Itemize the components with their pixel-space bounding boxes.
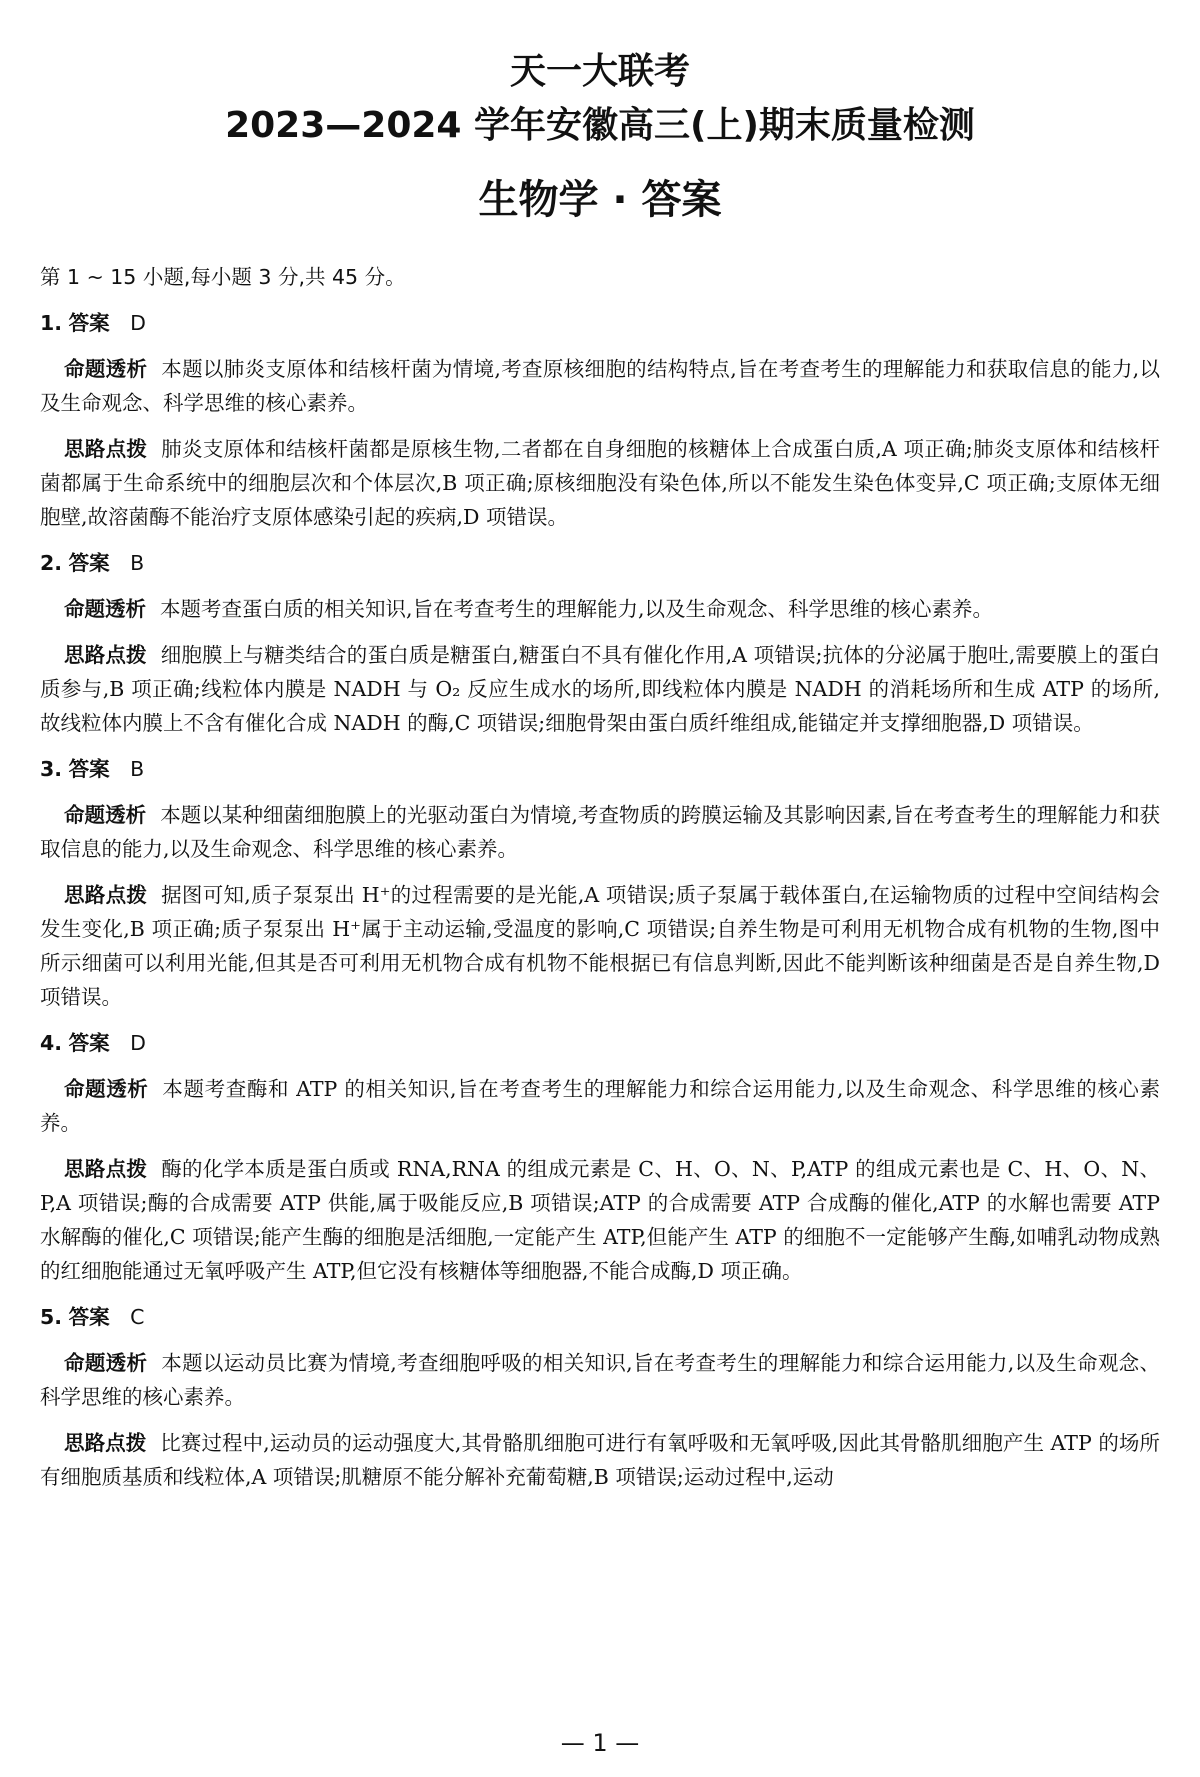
intent-text: 本题考查蛋白质的相关知识,旨在考查考生的理解能力,以及生命观念、科学思维的核心素养。 xyxy=(160,597,994,621)
hint-label: 思路点拨 xyxy=(64,883,148,907)
hint-label: 思路点拨 xyxy=(64,437,148,461)
answer-line xyxy=(40,306,1160,340)
hint-text: 细胞膜上与糖类结合的蛋白质是糖蛋白,糖蛋白不具有催化作用,A 项错误;抗体的分泌属于胞吐,需要膜上的蛋白质参与,B 项正确;线粒体内膜是 NADH 与 O₂ 反应生成水的场所,即线粒体内膜是 NADH 的消耗场所和生成 ATP 的场所,故线粒体内膜上不含有催化合成 NADH 的酶,C 项错误;细胞骨架由蛋白质纤维组成,能锚定并支撑细胞器,D 项错误。 xyxy=(40,643,1160,735)
answer-value: D xyxy=(130,1031,146,1055)
section-intro: 第 1 ~ 15 小题,每小题 3 分,共 45 分。 xyxy=(40,265,406,289)
answer-label: 答案 xyxy=(68,551,110,575)
intent-text: 本题以肺炎支原体和结核杆菌为情境,考查原核细胞的结构特点,旨在考查考生的理解能力和获取信息的能力,以及生命观念、科学思维的核心素养。 xyxy=(40,357,1161,415)
question-number: 3. xyxy=(40,757,63,781)
exam-organizer: 天一大联考 xyxy=(509,51,690,92)
intent-text: 本题考查酶和 ATP 的相关知识,旨在考查考生的理解能力和综合运用能力,以及生命观念、科学思维的核心素养。 xyxy=(40,1077,1161,1135)
subject-title: 生物学 · 答案 xyxy=(478,177,722,223)
answer-value: B xyxy=(130,757,145,781)
page-header xyxy=(40,0,1160,224)
question-number: 4. xyxy=(40,1031,63,1055)
intent-paragraph xyxy=(40,798,1160,866)
intent-paragraph xyxy=(40,1346,1160,1414)
intent-text: 本题以运动员比赛为情境,考查细胞呼吸的相关知识,旨在考查考生的理解能力和综合运用能力,以及生命观念、科学思维的核心素养。 xyxy=(40,1351,1161,1409)
hint-text: 酶的化学本质是蛋白质或 RNA,RNA 的组成元素是 C、H、O、N、P,ATP 的组成元素也是 C、H、O、N、P,A 项错误;酶的合成需要 ATP 供能,属于吸能反应,B 项错误;ATP 的合成需要 ATP 合成酶的催化,ATP 的水解也需要 ATP 水解酶的催化,C 项错误;能产生酶的细胞是活细胞,一定能产生 ATP,但能产生 ATP 的细胞不一定能够产生酶,如哺乳动物成熟的红细胞能通过无氧呼吸产生 ATP,但它没有核糖体等细胞器,不能合成酶,D 项正确。 xyxy=(40,1157,1160,1283)
answer-value: D xyxy=(130,311,146,335)
intent-label: 命题透析 xyxy=(64,803,147,827)
answer-line xyxy=(40,546,1160,580)
hint-paragraph xyxy=(40,638,1160,740)
question-number: 1. xyxy=(40,311,63,335)
answer-line xyxy=(40,1026,1160,1060)
question-block xyxy=(40,546,1160,740)
question-block xyxy=(40,1026,1160,1288)
intent-paragraph xyxy=(40,592,1160,626)
hint-paragraph xyxy=(40,1152,1160,1288)
answer-label: 答案 xyxy=(68,1305,110,1329)
answer-value: C xyxy=(130,1305,145,1329)
question-block xyxy=(40,752,1160,1014)
hint-text: 肺炎支原体和结核杆菌都是原核生物,二者都在自身细胞的核糖体上合成蛋白质,A 项正确;肺炎支原体和结核杆菌都属于生命系统中的细胞层次和个体层次,B 项正确;原核细胞没有染色体,所以不能发生染色体变异,C 项正确;支原体无细胞壁,故溶菌酶不能治疗支原体感染引起的疾病,D 项错误。 xyxy=(40,437,1161,529)
hint-text: 比赛过程中,运动员的运动强度大,其骨骼肌细胞可进行有氧呼吸和无氧呼吸,因此其骨骼肌细胞产生 ATP 的场所有细胞质基质和线粒体,A 项错误;肌糖原不能分解补充葡萄糖,B 项错误;运动过程中,运动 xyxy=(40,1431,1161,1489)
answer-value: B xyxy=(130,551,145,575)
hint-paragraph xyxy=(40,1426,1160,1494)
question-block xyxy=(40,306,1160,534)
hint-text: 据图可知,质子泵泵出 H⁺的过程需要的是光能,A 项错误;质子泵属于载体蛋白,在运输物质的过程中空间结构会发生变化,B 项正确;质子泵泵出 H⁺属于主动运输,受温度的影响,C 项错误;自养生物是可利用无机物合成有机物的生物,图中所示细菌可以利用光能,但其是否可利用无机物合成有机物不能根据已有信息判断,因此不能判断该种细菌是否是自养生物,D 项错误。 xyxy=(40,883,1160,1009)
intent-paragraph xyxy=(40,1072,1160,1140)
answer-line xyxy=(40,752,1160,786)
intent-paragraph xyxy=(40,352,1160,420)
hint-label: 思路点拨 xyxy=(64,1431,147,1455)
question-block xyxy=(40,1300,1160,1494)
answer-label: 答案 xyxy=(68,757,110,781)
question-number: 2. xyxy=(40,551,63,575)
question-number: 5. xyxy=(40,1305,63,1329)
answer-label: 答案 xyxy=(68,1031,110,1055)
hint-label: 思路点拨 xyxy=(64,1157,148,1181)
page-number: — 1 — xyxy=(560,1729,640,1757)
intent-text: 本题以某种细菌细胞膜上的光驱动蛋白为情境,考查物质的跨膜运输及其影响因素,旨在考查考生的理解能力和获取信息的能力,以及生命观念、科学思维的核心素养。 xyxy=(40,803,1161,861)
hint-paragraph xyxy=(40,878,1160,1014)
hint-label: 思路点拨 xyxy=(64,643,147,667)
answer-line xyxy=(40,1300,1160,1334)
intent-label: 命题透析 xyxy=(64,1351,148,1375)
intent-label: 命题透析 xyxy=(64,1077,149,1101)
intent-label: 命题透析 xyxy=(64,357,148,381)
exam-title: 2023—2024 学年安徽高三(上)期末质量检测 xyxy=(225,105,975,146)
intent-label: 命题透析 xyxy=(64,597,146,621)
hint-paragraph xyxy=(40,432,1160,534)
answer-label: 答案 xyxy=(68,311,110,335)
